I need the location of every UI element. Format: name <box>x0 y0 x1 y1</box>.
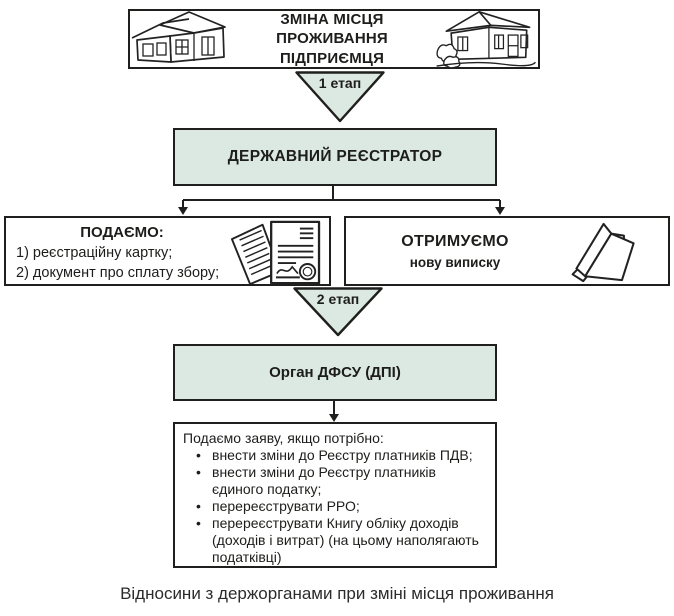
application-bullet: • внести зміни до Реєстру платників єдиного податку; <box>183 464 487 498</box>
application-bullet: • перереєструвати Книгу обліку доходів (доходів і витрат) (на цьому наполягають податківці) <box>183 515 487 566</box>
stage1-label: 1 етап <box>318 75 362 91</box>
application-box <box>173 422 497 568</box>
house-large-icon <box>434 6 538 73</box>
tax-authority-label: Орган ДФСУ (ДПІ) <box>269 364 401 381</box>
application-bullet: • перереєструвати РРО; <box>183 498 487 515</box>
house-small-icon <box>130 9 230 70</box>
arrowhead-left-icon <box>178 207 188 215</box>
folded-extract-icon <box>560 221 652 290</box>
registrar-box <box>173 128 497 186</box>
arrowhead-down-icon <box>329 414 339 422</box>
receive-box <box>344 216 670 286</box>
application-intro: Подаємо заяву, якщо потрібно: <box>183 430 384 446</box>
connector-down <box>327 400 341 423</box>
documents-stamp-icon <box>225 219 325 291</box>
submit-title: ПОДАЄМО: <box>80 224 164 241</box>
submit-item-2: 2) документ про сплату збору; <box>16 265 220 281</box>
diagram-caption: Відносини з держорганами при зміні місця проживання <box>120 584 554 603</box>
submit-box <box>4 216 331 286</box>
connector-split <box>173 185 513 216</box>
application-bullet: • внести зміни до Реєстру платників ПДВ; <box>183 447 487 464</box>
stage1-arrow <box>294 71 386 123</box>
diagram-title-line2: ПІДПРИЄМЦЯ <box>279 49 385 67</box>
diagram-title-line1: ЗМІНА МІСЦЯ ПРОЖИВАННЯ <box>276 10 388 48</box>
submit-item-1: 1) реєстраційну картку; <box>16 245 173 261</box>
header-box <box>128 9 540 69</box>
receive-title: ОТРИМУЄМО <box>401 232 509 250</box>
stage2-label: 2 етап <box>316 291 360 307</box>
arrowhead-right-icon <box>495 207 505 215</box>
receive-subtitle: нову виписку <box>409 254 501 270</box>
tax-authority-box <box>173 344 497 401</box>
diagram-title <box>230 10 434 69</box>
stage2-arrow <box>292 287 384 339</box>
application-bullet-list <box>183 447 487 566</box>
registrar-label: ДЕРЖАВНИЙ РЕЄСТРАТОР <box>227 148 443 165</box>
